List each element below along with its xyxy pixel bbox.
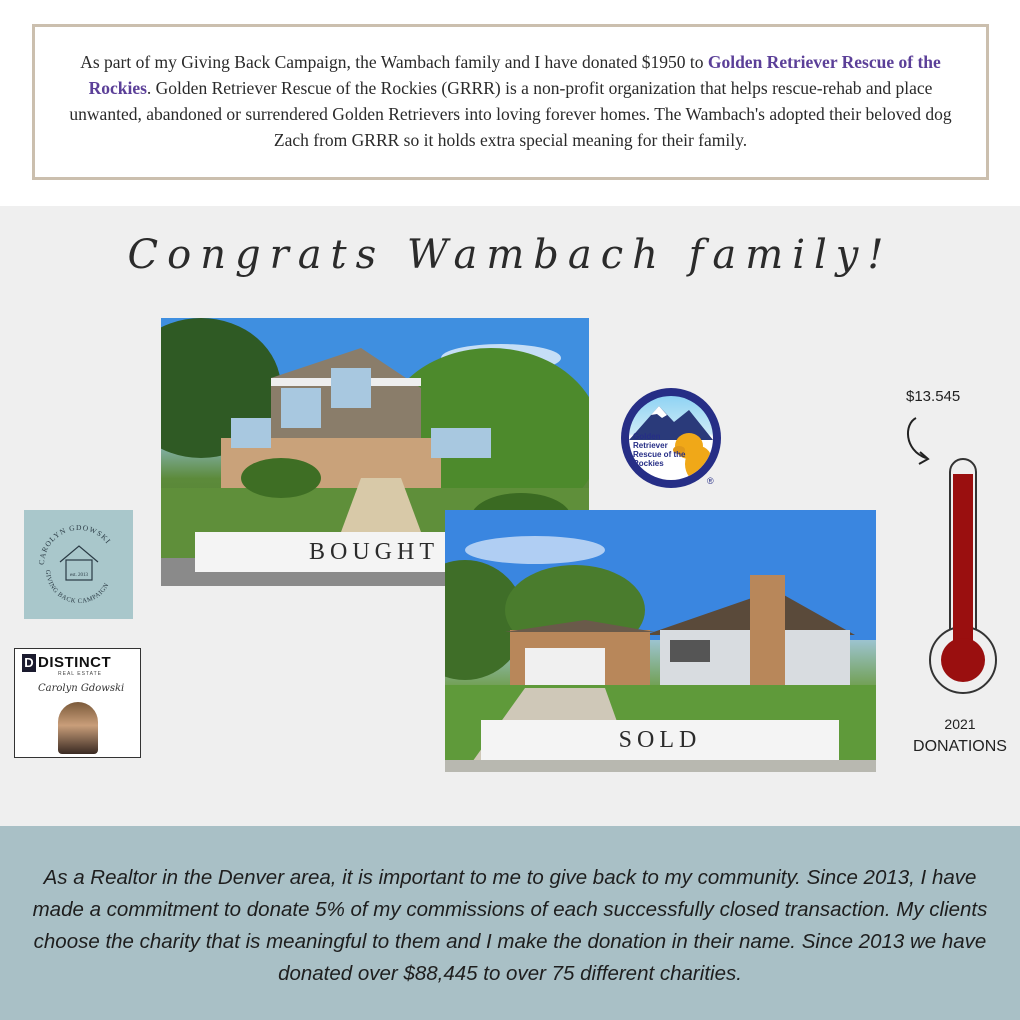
donation-amount: $13.545 (906, 388, 961, 405)
agent-signature: Carolyn Gdowski (38, 683, 125, 694)
headline: Congrats Wambach family! (127, 232, 893, 278)
svg-text:CAROLYN GDOWSKI: CAROLYN GDOWSKI (36, 522, 113, 566)
brokerage-sub: REAL ESTATE (58, 671, 102, 677)
grrr-logo (621, 388, 721, 488)
intro-text-after: . Golden Retriever Rescue of the Rockies (GRRR) is a non-profit organization that helps rescue-rehab and place unwanted, abandoned or surrendered Golden Retrievers into loving forever homes. The Wambach's adopted their beloved dog Zach from GRRR so it holds extra special meaning for their family. (69, 78, 952, 150)
registered-mark: ® (707, 476, 714, 486)
footer-text: As a Realtor in the Denver area, it is important to me to give back to my community. Since 2013, I have made a commitment to donate 5% of my commissions of each successfully closed transaction. My clients choose the charity that is meaningful to them and I make the donation in their name. Since 2013 we have donated over $88,445 to over 75 different charities. (32, 866, 988, 985)
brokerage-name: DISTINCT (38, 654, 112, 671)
charity-name: Golden Retriever Rescue of the Rockies (88, 52, 941, 98)
intro-box (32, 24, 989, 180)
donation-year: 2021 (944, 716, 976, 732)
grrr-logo-text: Golden Retriever Rescue of the Rockies (633, 432, 686, 468)
thermometer-bulb-fill (941, 638, 985, 682)
curved-arrow-icon (900, 414, 940, 470)
house-seal-icon (24, 510, 133, 619)
avatar (58, 702, 98, 754)
sold-label: SOLD (481, 720, 839, 760)
svg-text:est. 2013: est. 2013 (69, 573, 89, 578)
distinct-d-icon: D (22, 654, 36, 672)
giving-back-campaign-logo (24, 510, 133, 619)
donations-label: DONATIONS (913, 738, 1007, 755)
svg-text:GIVING BACK CAMPAIGN: GIVING BACK CAMPAIGN (43, 569, 111, 606)
intro-text-before: As part of my Giving Back Campaign, the Wambach family and I have donated $1950 to (80, 52, 708, 72)
bought-label: BOUGHT (195, 532, 553, 572)
